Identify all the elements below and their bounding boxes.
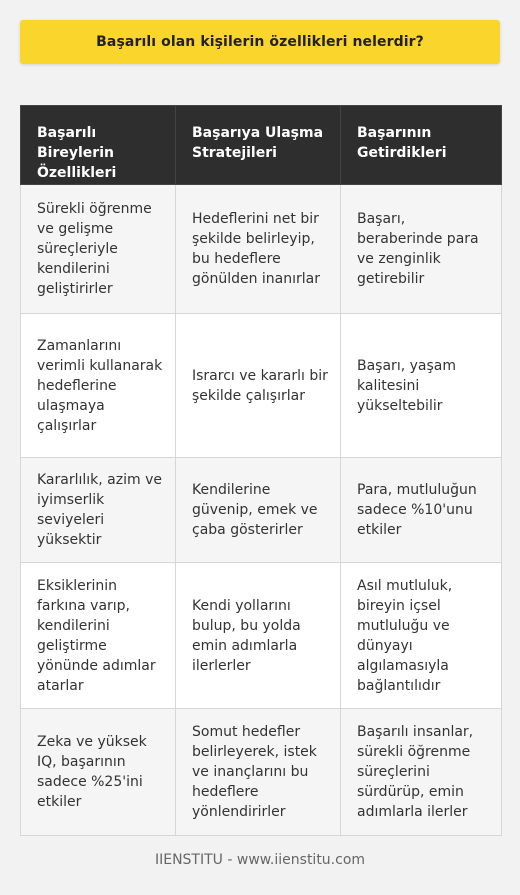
footer-credit: IIENSTITU - www.iienstitu.com xyxy=(154,852,366,868)
table-cell: Zeka ve yüksek IQ, başarının sadece %25'ini etkiler xyxy=(21,709,176,836)
table-row xyxy=(21,563,502,709)
column-header-strategies: Başarıya Ulaşma Stratejileri xyxy=(176,106,341,185)
table-cell: Sürekli öğrenme ve gelişme süreçleriyle kendilerini geliştirirler xyxy=(21,185,176,314)
table-cell: Kendi yollarını bulup, bu yolda emin adımlarla ilerlerler xyxy=(176,563,341,709)
table-row xyxy=(21,185,502,314)
table-cell: Kararlılık, azim ve iyimserlik seviyeleri yüksektir xyxy=(21,458,176,563)
page-title-banner xyxy=(20,20,500,64)
table-cell: Başarı, yaşam kalitesini yükseltebilir xyxy=(341,314,502,458)
table-cell: Asıl mutluluk, bireyin içsel mutluluğu ve dünyayı algılamasıyla bağlantılıdır xyxy=(341,563,502,709)
table-cell: Somut hedefler belirleyerek, istek ve inançlarını bu hedeflere yönlendirirler xyxy=(176,709,341,836)
column-header-traits: Başarılı Bireylerin Özellikleri xyxy=(21,106,176,185)
table-cell: Eksiklerinin farkına varıp, kendilerini geliştirme yönünde adımlar atarlar xyxy=(21,563,176,709)
table-cell: Başarılı insanlar, sürekli öğrenme süreçlerini sürdürüp, emin adımlarla ilerler xyxy=(341,709,502,836)
table-row xyxy=(21,458,502,563)
table-cell: Başarı, beraberinde para ve zenginlik getirebilir xyxy=(341,185,502,314)
table-cell: Kendilerine güvenip, emek ve çaba gösterirler xyxy=(176,458,341,563)
table-cell: Zamanlarını verimli kullanarak hedeflerine ulaşmaya çalışırlar xyxy=(21,314,176,458)
table-cell: Para, mutluluğun sadece %10'unu etkiler xyxy=(341,458,502,563)
table-cell: Israrcı ve kararlı bir şekilde çalışırlar xyxy=(176,314,341,458)
page-title: Başarılı olan kişilerin özellikleri nelerdir? xyxy=(96,34,424,50)
column-header-outcomes: Başarının Getirdikleri xyxy=(341,106,502,185)
table-row xyxy=(21,314,502,458)
table-cell: Hedeflerini net bir şekilde belirleyip, bu hedeflere gönülden inanırlar xyxy=(176,185,341,314)
table-row xyxy=(21,709,502,836)
success-traits-table xyxy=(20,105,502,836)
table-header-row xyxy=(21,106,502,185)
